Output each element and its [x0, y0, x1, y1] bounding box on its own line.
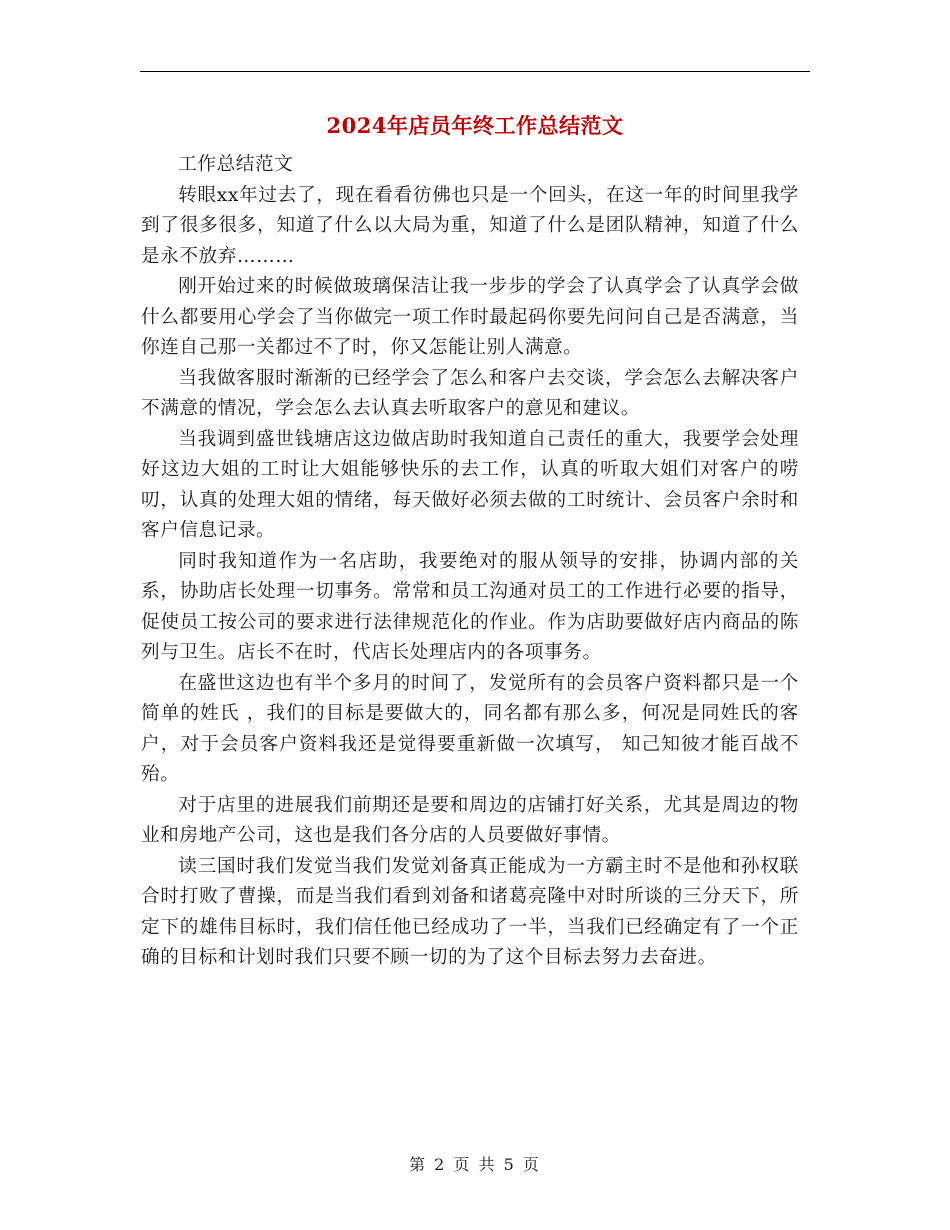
paragraph: 读三国时我们发觉当我们发觉刘备真正能成为一方霸主时不是他和孙权联合时打败了曹操，而是当我们看到刘备和诸葛亮隆中对时所谈的三分天下，所定下的雄伟目标时，我们信任他已经成功了一半，当我们已经确定有了一个正确的目标和计划时我们只要不顾一切的为了这个目标去努力去奋进。 [141, 855, 799, 968]
paragraph: 当我调到盛世钱塘店这边做店助时我知道自己责任的重大，我要学会处理好这边大姐的工时让大姐能够快乐的去工作，认真的听取大姐们对客户的唠叨，认真的处理大姐的情绪，每天做好必须去做的工时统计、会员客户余时和客户信息记录。 [141, 428, 799, 541]
paragraph: 同时我知道作为一名店助，我要绝对的服从领导的安排，协调内部的关系，协助店长处理一切事务。常常和员工沟通对员工的工作进行必要的指导，促使员工按公司的要求进行法律规范化的作业。作为店助要做好店内商品的陈列与卫生。店长不在时，代店长处理店内的各项事务。 [141, 550, 799, 663]
paragraph-heading: 工作总结范文 [178, 154, 294, 175]
document-title: 2024年店员年终工作总结范文 [326, 113, 624, 138]
paragraph: 转眼xx年过去了，现在看看彷佛也只是一个回头，在这一年的时间里我学到了很多很多，知道了什么以大局为重，知道了什么是团队精神，知道了什么是永不放弃……… [141, 184, 799, 267]
page-number-footer: 第 2 页 共 5 页 [409, 1155, 541, 1174]
document-body [141, 150, 799, 974]
header-rule [140, 71, 810, 72]
paragraph: 刚开始过来的时候做玻璃保洁让我一步步的学会了认真学会了认真学会做什么都要用心学会了当你做完一项工作时最起码你要先问问自己是否满意，当你连自己那一关都过不了时，你又怎能让别人满意。 [141, 276, 799, 358]
paragraph: 在盛世这边也有半个多月的时间了，发觉所有的会员客户资料都只是一个简单的姓氏 ，我们的目标是要做大的，同名都有那么多，何况是同姓氏的客户，对于会员客户资料我还是觉得要重新做一次填写， 知己知彼才能百战不殆。 [141, 672, 799, 785]
paragraph: 当我做客服时渐渐的已经学会了怎么和客户去交谈，学会怎么去解决客户不满意的情况，学会怎么去认真去听取客户的意见和建议。 [141, 367, 799, 419]
paragraph: 对于店里的进展我们前期还是要和周边的店铺打好关系，尤其是周边的物业和房地产公司，这也是我们各分店的人员要做好事情。 [141, 794, 799, 846]
